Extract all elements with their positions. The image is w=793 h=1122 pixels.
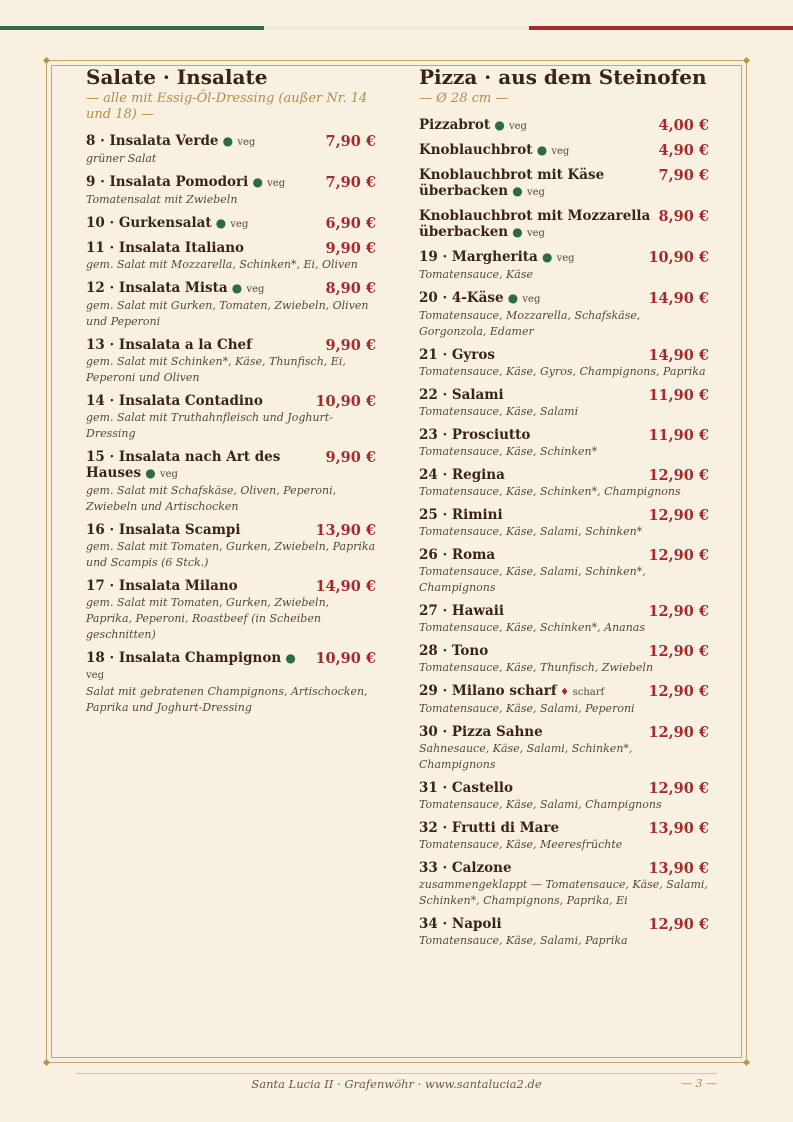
veg-tag: veg	[526, 228, 545, 239]
menu-item-name	[419, 603, 504, 619]
corner-ornament	[743, 1059, 750, 1066]
menu-item	[419, 387, 709, 420]
menu-item	[419, 290, 709, 340]
menu-item-price: 4,00 €	[658, 117, 709, 134]
menu-item	[419, 820, 709, 853]
menu-item-name-text: 21 · Gyros	[419, 347, 495, 363]
menu-item	[86, 393, 376, 442]
menu-item-price: 9,90 €	[325, 449, 376, 466]
menu-item	[419, 683, 709, 717]
menu-item-price: 4,90 €	[658, 142, 709, 159]
menu-item-name-text: 25 · Rimini	[419, 507, 503, 523]
menu-item-name	[86, 215, 248, 233]
menu-item-name	[419, 547, 495, 563]
menu-item-description: gem. Salat mit Schafskäse, Oliven, Peperoni, Zwiebeln und Artischocken	[86, 484, 337, 513]
menu-item-row	[419, 347, 709, 364]
menu-item-name-text: 18 · Insalata Champignon	[86, 650, 282, 666]
menu-item-description: Tomatensauce, Käse, Salami, Champignons	[419, 798, 662, 811]
menu-item-row	[419, 117, 709, 135]
section-subtitle: — Ø 28 cm —	[419, 91, 509, 106]
veg-tag: veg	[556, 253, 575, 264]
veg-dot-icon: ●	[211, 216, 231, 230]
veg-dot-icon: ●	[227, 281, 247, 295]
menu-item-row	[86, 650, 376, 684]
menu-item-row	[419, 467, 709, 484]
menu-item-name-text: 16 · Insalata Scampi	[86, 522, 241, 538]
menu-item-row	[86, 337, 376, 354]
menu-item	[419, 167, 709, 201]
menu-item-name-text: 8 · Insalata Verde	[86, 133, 219, 149]
menu-item-row	[419, 387, 709, 404]
menu-item-name-text: 9 · Insalata Pomodori	[86, 174, 249, 190]
menu-item-price: 10,90 €	[315, 650, 376, 667]
menu-item-name	[86, 174, 285, 192]
menu-item-price: 14,90 €	[648, 290, 709, 307]
footer-text: Santa Lucia II · Grafenwöhr · www.santalucia2.de	[251, 1077, 542, 1091]
menu-item-name	[86, 522, 241, 538]
veg-dot-icon: ●	[281, 651, 296, 665]
menu-item-row	[86, 240, 376, 257]
menu-item-name-text: 17 · Insalata Milano	[86, 578, 238, 594]
menu-item-description: Salat mit gebratenen Champignons, Artischocken, Paprika und Joghurt-Dressing	[86, 685, 368, 714]
menu-item-row	[86, 578, 376, 595]
menu-item-row	[419, 683, 709, 701]
menu-item-name	[86, 240, 244, 256]
menu-item-name	[419, 167, 651, 201]
menu-item-name	[86, 133, 255, 151]
veg-dot-icon: ●	[537, 250, 557, 264]
menu-item-name-text: 20 · 4-Käse	[419, 290, 504, 306]
menu-item	[419, 643, 709, 676]
veg-dot-icon: ●	[532, 143, 552, 157]
menu-item-description: gem. Salat mit Schinken*, Käse, Thunfisch, Ei, Peperoni und Oliven	[86, 355, 346, 384]
menu-item-row	[86, 174, 376, 192]
menu-item-name-text: 13 · Insalata a la Chef	[86, 337, 252, 353]
menu-item-description: Tomatensauce, Käse	[419, 268, 533, 281]
menu-item-row	[419, 860, 709, 877]
menu-item-name	[86, 650, 307, 684]
menu-item-row	[86, 449, 376, 483]
menu-item-name	[419, 780, 513, 796]
menu-item-price: 12,90 €	[648, 643, 709, 660]
menu-item-price: 13,90 €	[648, 860, 709, 877]
menu-item-description: gem. Salat mit Tomaten, Gurken, Zwiebeln, Paprika, Peperoni, Roastbeef (in Scheiben geschnitten)	[86, 596, 330, 641]
menu-item-name-text: 14 · Insalata Contadino	[86, 393, 263, 409]
menu-item-name	[86, 337, 252, 353]
menu-item-price: 9,90 €	[325, 337, 376, 354]
menu-item-row	[419, 427, 709, 444]
menu-item-name-text: 34 · Napoli	[419, 916, 502, 932]
menu-item-name	[419, 117, 527, 135]
menu-item	[419, 427, 709, 460]
menu-item	[86, 578, 376, 643]
menu-item-name	[419, 347, 495, 363]
menu-item	[419, 347, 709, 380]
menu-item-price: 12,90 €	[648, 724, 709, 741]
menu-item	[419, 603, 709, 636]
menu-item-row	[419, 820, 709, 837]
menu-item-description: Tomatensauce, Käse, Schinken*, Ananas	[419, 621, 645, 634]
menu-item-row	[419, 603, 709, 620]
flag-stripe-white	[264, 26, 529, 30]
menu-item-name-text: Knoblauchbrot	[419, 142, 533, 158]
menu-item-description: gem. Salat mit Tomaten, Gurken, Zwiebeln, Paprika und Scampis (6 Stck.)	[86, 540, 376, 569]
veg-tag: veg	[246, 284, 265, 295]
menu-item	[86, 337, 376, 386]
menu-item-name	[419, 142, 569, 160]
menu-item-row	[419, 507, 709, 524]
menu-item-description: zusammengeklappt — Tomatensauce, Käse, Salami, Schinken*, Champignons, Paprika, Ei	[419, 878, 708, 907]
section-subtitle: — alle mit Essig-Öl-Dressing (außer Nr. 14 und 18) —	[86, 91, 368, 122]
menu-item-description: Tomatensauce, Käse, Salami	[419, 405, 579, 418]
section-title: Pizza · aus dem Steinofen	[419, 65, 707, 89]
menu-item-name-text: Pizzabrot	[419, 117, 491, 133]
menu-item-price: 12,90 €	[648, 780, 709, 797]
menu-item-price: 12,90 €	[648, 603, 709, 620]
menu-item-row	[419, 916, 709, 933]
menu-item-description: Tomatensauce, Käse, Salami, Paprika	[419, 934, 628, 947]
hot-diamond-icon: ♦	[556, 687, 573, 698]
menu-item-row	[419, 290, 709, 308]
section-title: Salate · Insalate	[86, 65, 268, 89]
menu-item-description: Tomatensauce, Käse, Gyros, Champignons, Paprika	[419, 365, 706, 378]
menu-item-row	[419, 643, 709, 660]
menu-item	[86, 650, 376, 716]
menu-item	[86, 280, 376, 330]
menu-item-name-text: 29 · Milano scharf	[419, 683, 557, 699]
menu-item-row	[419, 142, 709, 160]
menu-item-description: grüner Salat	[86, 152, 157, 165]
menu-item-name	[419, 387, 504, 403]
menu-item-name-text: 22 · Salami	[419, 387, 504, 403]
menu-item-row	[419, 724, 709, 741]
menu-item-row	[86, 522, 376, 539]
menu-item-description: Tomatensauce, Käse, Salami, Peperoni	[419, 702, 635, 715]
menu-item-name	[86, 578, 238, 594]
menu-item	[419, 249, 709, 283]
menu-item-name	[419, 208, 651, 242]
menu-item-name	[419, 507, 503, 523]
menu-item-price: 10,90 €	[648, 249, 709, 266]
veg-dot-icon: ●	[141, 466, 160, 480]
menu-item-name	[419, 290, 540, 308]
menu-item	[419, 467, 709, 500]
menu-item-name	[419, 467, 505, 483]
menu-item-row	[86, 215, 376, 233]
menu-item-name-text: 12 · Insalata Mista	[86, 280, 228, 296]
menu-item-name-text: 27 · Hawaii	[419, 603, 505, 619]
veg-dot-icon: ●	[248, 175, 268, 189]
menu-item-name-text: 32 · Frutti di Mare	[419, 820, 560, 836]
menu-item-name-text: 28 · Tono	[419, 643, 489, 659]
menu-item	[419, 547, 709, 596]
menu-item-price: 9,90 €	[325, 240, 376, 257]
veg-dot-icon: ●	[508, 184, 527, 198]
menu-item-row	[419, 780, 709, 797]
menu-item	[86, 215, 376, 233]
menu-item-name-text: 31 · Castello	[419, 780, 514, 796]
menu-item-description: gem. Salat mit Gurken, Tomaten, Zwiebeln, Oliven und Peperoni	[86, 299, 369, 328]
veg-dot-icon: ●	[218, 134, 238, 148]
veg-tag: veg	[526, 187, 545, 198]
flag-stripe-red	[529, 26, 793, 30]
menu-item-description: Tomatensalat mit Zwiebeln	[86, 193, 238, 206]
menu-item	[419, 724, 709, 773]
menu-item-name	[419, 724, 543, 740]
flag-stripe-green	[0, 26, 264, 30]
menu-item-description: Tomatensauce, Käse, Schinken*, Champignons	[419, 485, 681, 498]
menu-item-price: 13,90 €	[315, 522, 376, 539]
menu-item-price: 12,90 €	[648, 916, 709, 933]
menu-item-name-text: 19 · Margherita	[419, 249, 538, 265]
menu-item-name	[86, 393, 263, 409]
menu-item-price: 14,90 €	[315, 578, 376, 595]
menu-item-name-text: Knoblauchbrot mit Käse überbacken	[419, 167, 605, 199]
menu-item	[86, 522, 376, 571]
menu-item-row	[86, 133, 376, 151]
menu-item	[419, 117, 709, 135]
menu-item-name-text: 33 · Calzone	[419, 860, 512, 876]
menu-item-name-text: 15 · Insalata nach Art des Hauses	[86, 449, 281, 481]
menu-item-row	[86, 393, 376, 410]
veg-tag: veg	[522, 294, 541, 305]
menu-item	[419, 780, 709, 813]
menu-item-name	[419, 916, 502, 932]
menu-item-row	[419, 167, 709, 201]
footer-divider	[76, 1073, 717, 1074]
menu-list	[419, 117, 709, 949]
menu-item-price: 13,90 €	[648, 820, 709, 837]
menu-item-price: 12,90 €	[648, 547, 709, 564]
menu-item-description: Tomatensauce, Käse, Thunfisch, Zwiebeln	[419, 661, 654, 674]
menu-item	[86, 449, 376, 515]
veg-tag: veg	[551, 146, 570, 157]
menu-item-name-text: 10 · Gurkensalat	[86, 215, 212, 231]
menu-item-name-text: 11 · Insalata Italiano	[86, 240, 245, 256]
menu-item	[419, 860, 709, 909]
menu-item	[419, 916, 709, 949]
menu-item-row	[419, 249, 709, 267]
pizza-section	[419, 64, 709, 956]
menu-item-price: 8,90 €	[325, 280, 376, 297]
menu-item-description: Sahnesauce, Käse, Salami, Schinken*, Champignons	[419, 742, 633, 771]
menu-item-description: gem. Salat mit Mozzarella, Schinken*, Ei, Oliven	[86, 258, 358, 271]
menu-item-name-text: Knoblauchbrot mit Mozzarella überbacken	[419, 208, 651, 240]
veg-tag: veg	[86, 670, 104, 681]
menu-item-description: Tomatensauce, Mozzarella, Schafskäse, Gorgonzola, Edamer	[419, 309, 641, 338]
veg-tag: veg	[159, 469, 178, 480]
menu-item-price: 10,90 €	[315, 393, 376, 410]
menu-item-row	[419, 208, 709, 242]
veg-tag: veg	[230, 219, 249, 230]
menu-item-name	[419, 683, 604, 701]
menu-item	[419, 142, 709, 160]
menu-item-price: 12,90 €	[648, 507, 709, 524]
menu-item-name-text: 26 · Roma	[419, 547, 496, 563]
menu-item-name	[419, 860, 512, 876]
menu-item-description: Tomatensauce, Käse, Meeresfrüchte	[419, 838, 623, 851]
page-number: — 3 —	[681, 1077, 717, 1090]
menu-item	[86, 133, 376, 167]
salads-section	[86, 64, 376, 723]
menu-item-name-text: 23 · Prosciutto	[419, 427, 531, 443]
menu-item-name	[419, 427, 530, 443]
menu-item-price: 7,90 €	[325, 133, 376, 150]
menu-item-price: 7,90 €	[325, 174, 376, 191]
menu-item-description: Tomatensauce, Käse, Schinken*	[419, 445, 598, 458]
menu-item-name	[419, 643, 488, 659]
menu-item-name	[419, 820, 559, 836]
menu-item-name	[419, 249, 575, 267]
menu-item-name-text: 30 · Pizza Sahne	[419, 724, 543, 740]
menu-item-price: 11,90 €	[648, 387, 709, 404]
menu-item-price: 7,90 €	[658, 167, 709, 184]
menu-item	[86, 240, 376, 273]
menu-item-description: Tomatensauce, Käse, Salami, Schinken*	[419, 525, 643, 538]
menu-item-price: 8,90 €	[658, 208, 709, 225]
menu-item-name	[86, 449, 318, 483]
veg-tag: veg	[508, 121, 527, 132]
menu-item	[419, 507, 709, 540]
veg-dot-icon: ●	[503, 291, 523, 305]
menu-item-price: 12,90 €	[648, 467, 709, 484]
hot-tag: scharf	[572, 687, 605, 698]
menu-item-row	[419, 547, 709, 564]
veg-dot-icon: ●	[490, 118, 509, 132]
menu-list	[86, 133, 376, 716]
menu-item-price: 6,90 €	[325, 215, 376, 232]
menu-item-price: 12,90 €	[648, 683, 709, 700]
menu-item	[86, 174, 376, 208]
menu-item-description: Tomatensauce, Käse, Salami, Schinken*, Champignons	[419, 565, 646, 594]
menu-item-description: gem. Salat mit Truthahnfleisch und Joghurt-Dressing	[86, 411, 333, 440]
veg-dot-icon: ●	[508, 225, 527, 239]
menu-item-price: 14,90 €	[648, 347, 709, 364]
menu-item	[419, 208, 709, 242]
menu-item-price: 11,90 €	[648, 427, 709, 444]
veg-tag: veg	[237, 137, 256, 148]
menu-item-name	[86, 280, 264, 298]
menu-item-row	[86, 280, 376, 298]
menu-item-name-text: 24 · Regina	[419, 467, 505, 483]
veg-tag: veg	[267, 178, 286, 189]
